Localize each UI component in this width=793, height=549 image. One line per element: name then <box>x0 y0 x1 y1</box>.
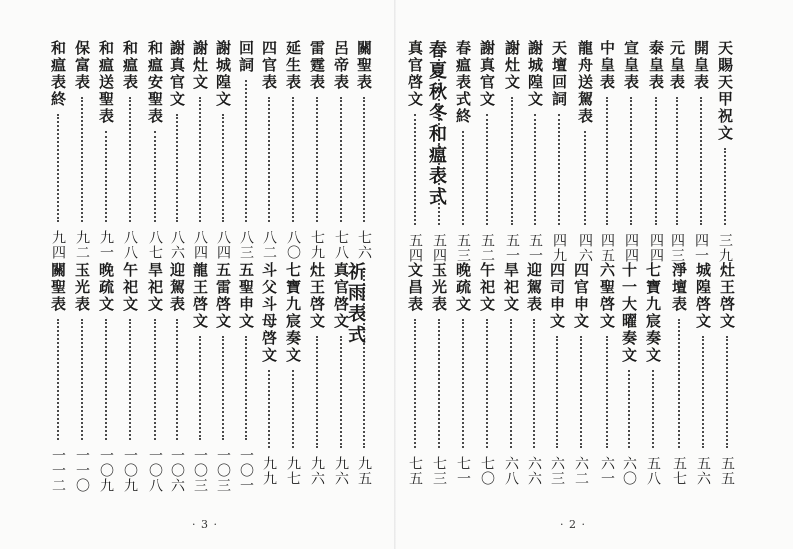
toc-entry-page: 五六 <box>695 456 711 486</box>
leader-dots <box>606 336 608 448</box>
toc-entry-page: 九六 <box>333 456 349 486</box>
leader-dots <box>176 319 178 440</box>
toc-entry-title: 和瘟表 <box>121 40 139 91</box>
toc-entry-title: 晚疏文 <box>454 262 472 313</box>
section-heading: 春夏秋冬和瘟表式 <box>426 40 447 208</box>
toc-entry-title: 斗父斗母啓文 <box>260 262 278 364</box>
toc-entry-title: 五聖申文 <box>237 262 255 330</box>
toc-entry-title: 五雷啓文 <box>214 262 232 330</box>
toc-entry-title: 宣皇表 <box>622 40 640 91</box>
toc-entry-page: 八四 <box>192 230 208 260</box>
toc-entry-page: 四一 <box>693 233 709 263</box>
leader-dots <box>724 148 726 225</box>
toc-entry-title: 灶王啓文 <box>308 262 326 330</box>
toc-entry-page: 一一〇 <box>74 448 90 493</box>
toc-entry-page: 九一 <box>98 230 114 260</box>
leader-dots <box>630 97 632 225</box>
toc-entry-page: 九七 <box>285 456 301 486</box>
toc-entry-page: 八六 <box>169 230 185 260</box>
toc-entry-page: 六二 <box>573 456 589 486</box>
toc-entry-page: 五三 <box>455 233 471 263</box>
left-page <box>0 0 394 549</box>
leader-dots <box>726 336 728 448</box>
toc-entry-title: 中皇表 <box>598 40 616 91</box>
toc-entry-title: 迎駕表 <box>168 262 186 313</box>
leader-dots <box>154 319 156 440</box>
leader-dots <box>414 114 416 225</box>
toc-entry-page: 一〇八 <box>147 448 163 493</box>
toc-entry-title: 七寶九宸奏文 <box>644 262 662 364</box>
toc-entry-page: 五一 <box>527 233 543 263</box>
leader-dots <box>510 319 512 448</box>
toc-entry-page: 八七 <box>147 230 163 260</box>
toc-entry-page: 七三 <box>431 456 447 486</box>
toc-entry-page: 七八 <box>333 230 349 260</box>
toc-entry-title: 謝灶文 <box>503 40 521 91</box>
leader-dots <box>655 97 657 225</box>
toc-entry-title: 午祀文 <box>478 262 496 313</box>
toc-entry-page: 五七 <box>671 456 687 486</box>
leader-dots <box>199 336 201 440</box>
toc-entry-page: 七五 <box>407 456 423 486</box>
leader-dots <box>340 97 342 222</box>
section-heading: 祈雨表式 <box>345 262 366 346</box>
toc-entry-title: 關聖表 <box>355 40 373 91</box>
toc-entry-page: 四九 <box>551 233 567 263</box>
right-page <box>396 0 793 549</box>
leader-dots <box>438 319 440 448</box>
toc-entry-page: 八〇 <box>285 230 301 260</box>
toc-entry-page: 六一 <box>599 456 615 486</box>
toc-entry-page: 四四 <box>648 233 664 263</box>
leader-dots <box>702 336 704 448</box>
toc-entry-title: 四司申文 <box>548 262 566 330</box>
toc-entry-page: 一〇三 <box>192 448 208 493</box>
toc-entry-page: 八八 <box>122 230 138 260</box>
toc-entry-title: 七寶九宸奏文 <box>284 262 302 364</box>
leader-dots <box>105 319 107 440</box>
toc-entry-page: 一〇一 <box>238 448 254 493</box>
toc-entry-page: 九六 <box>309 456 325 486</box>
toc-entry-page: 六三 <box>549 456 565 486</box>
toc-entry-title: 四官表 <box>260 40 278 91</box>
leader-dots <box>628 370 630 448</box>
leader-dots <box>580 336 582 448</box>
toc-entry-page: 七〇 <box>479 456 495 486</box>
toc-entry-title: 天賜天甲祝文 <box>716 40 734 142</box>
toc-entry-page: 五八 <box>645 456 661 486</box>
leader-dots <box>316 97 318 222</box>
leader-dots <box>292 97 294 222</box>
leader-dots <box>606 97 608 225</box>
leader-dots <box>678 319 680 448</box>
leader-dots <box>268 370 270 448</box>
toc-entry-page: 一〇九 <box>98 448 114 493</box>
toc-entry-title: 龍王啓文 <box>191 262 209 330</box>
leader-dots <box>652 370 654 448</box>
toc-entry-title: 和瘟表終 <box>49 40 67 108</box>
toc-entry-title: 謝真官文 <box>478 40 496 108</box>
leader-dots <box>268 97 270 222</box>
toc-entry-title: 四官申文 <box>572 262 590 330</box>
toc-entry-page: 四五 <box>599 233 615 263</box>
leader-dots <box>57 319 59 440</box>
toc-entry-title: 午祀文 <box>121 262 139 313</box>
toc-entry-page: 一〇三 <box>215 448 231 493</box>
toc-entry-title: 謝真官文 <box>168 40 186 108</box>
toc-entry-title: 謝灶文 <box>191 40 209 91</box>
toc-entry-page: 一〇九 <box>122 448 138 493</box>
leader-dots <box>105 131 107 222</box>
toc-entry-title: 春瘟表式終 <box>454 40 472 125</box>
toc-entry-title: 玉光表 <box>430 262 448 313</box>
right-page-number: · 2 · <box>560 518 586 531</box>
toc-entry-title: 龍舟送駕表 <box>576 40 594 125</box>
toc-entry-title: 城隍啓文 <box>694 262 712 330</box>
toc-entry-title: 旱祀文 <box>146 262 164 313</box>
toc-entry-page: 五二 <box>479 233 495 263</box>
toc-entry-page: 九四 <box>50 230 66 260</box>
toc-entry-title: 開皇表 <box>692 40 710 91</box>
leader-dots <box>222 114 224 222</box>
toc-entry-title: 六聖啓文 <box>598 262 616 330</box>
toc-entry-title: 延生表 <box>284 40 302 91</box>
toc-entry-page: 八三 <box>238 230 254 260</box>
leader-dots <box>81 97 83 222</box>
leader-dots <box>558 114 560 225</box>
toc-entry-page: 七一 <box>455 456 471 486</box>
toc-entry-page: 四六 <box>577 233 593 263</box>
toc-entry-page: 五一 <box>504 233 520 263</box>
leader-dots <box>462 319 464 448</box>
toc-entry-page: 九二 <box>74 230 90 260</box>
toc-entry-title: 真官啓文 <box>332 262 350 330</box>
toc-entry-page: 八二 <box>261 230 277 260</box>
toc-entry-title: 關聖表 <box>49 262 67 313</box>
toc-entry-page: 九五 <box>356 456 372 486</box>
leader-dots <box>245 336 247 440</box>
toc-entry-page: 四四 <box>623 233 639 263</box>
toc-entry-page: 五五 <box>719 456 735 486</box>
toc-entry-page: 五四 <box>407 233 423 263</box>
toc-entry-title: 和瘟送聖表 <box>97 40 115 125</box>
leader-dots <box>57 114 59 222</box>
leader-dots <box>486 319 488 448</box>
toc-entry-title: 元皇表 <box>668 40 686 91</box>
toc-entry-title: 雷霆表 <box>308 40 326 91</box>
leader-dots <box>222 336 224 440</box>
toc-entry-page: 五四 <box>431 233 447 263</box>
leader-dots <box>486 114 488 225</box>
leader-dots <box>154 131 156 222</box>
leader-dots <box>462 131 464 225</box>
leader-dots <box>245 80 247 222</box>
toc-entry-page: 八四 <box>215 230 231 260</box>
toc-entry-title: 迎駕表 <box>525 262 543 313</box>
leader-dots <box>534 114 536 225</box>
toc-entry-page: 六〇 <box>621 456 637 486</box>
toc-entry-page: 六六 <box>526 456 542 486</box>
leader-dots <box>556 336 558 448</box>
leader-dots <box>414 319 416 448</box>
toc-entry-title: 文昌表 <box>406 262 424 313</box>
toc-entry-title: 和瘟安聖表 <box>146 40 164 125</box>
toc-entry-title: 回詞 <box>237 40 255 74</box>
toc-entry-page: 一〇六 <box>169 448 185 493</box>
toc-entry-title: 天壇回詞 <box>550 40 568 108</box>
leader-dots <box>584 131 586 225</box>
toc-entry-title: 保富表 <box>73 40 91 91</box>
toc-entry-page: 四三 <box>669 233 685 263</box>
toc-entry-title: 晚疏文 <box>97 262 115 313</box>
toc-entry-page: 三九 <box>717 233 733 263</box>
toc-entry-title: 呂帝表 <box>332 40 350 91</box>
leader-dots <box>292 370 294 448</box>
toc-entry-page: 六八 <box>503 456 519 486</box>
toc-entry-title: 灶王啓文 <box>718 262 736 330</box>
toc-entry-title: 玉光表 <box>73 262 91 313</box>
toc-entry-page: 七六 <box>356 230 372 260</box>
toc-entry-title: 真官啓文 <box>406 40 424 108</box>
toc-entry-title: 旱祀文 <box>502 262 520 313</box>
leader-dots <box>81 319 83 440</box>
leader-dots <box>129 319 131 440</box>
leader-dots <box>199 97 201 222</box>
leader-dots <box>363 97 365 222</box>
leader-dots <box>511 97 513 225</box>
leader-dots <box>129 97 131 222</box>
leader-dots <box>316 336 318 448</box>
toc-entry-title: 十一大曜奏文 <box>620 262 638 364</box>
leader-dots <box>700 97 702 225</box>
toc-entry-title: 泰皇表 <box>647 40 665 91</box>
leader-dots <box>176 114 178 222</box>
toc-entry-page: 七九 <box>309 230 325 260</box>
toc-entry-title: 謝城隍文 <box>526 40 544 108</box>
leader-dots <box>340 336 342 448</box>
toc-entry-title: 淨壇表 <box>670 262 688 313</box>
toc-entry-page: 一一二 <box>50 448 66 493</box>
left-page-number: · 3 · <box>192 518 218 531</box>
leader-dots <box>533 319 535 448</box>
leader-dots <box>676 97 678 225</box>
toc-entry-page: 九九 <box>261 456 277 486</box>
toc-entry-title: 謝城隍文 <box>214 40 232 108</box>
